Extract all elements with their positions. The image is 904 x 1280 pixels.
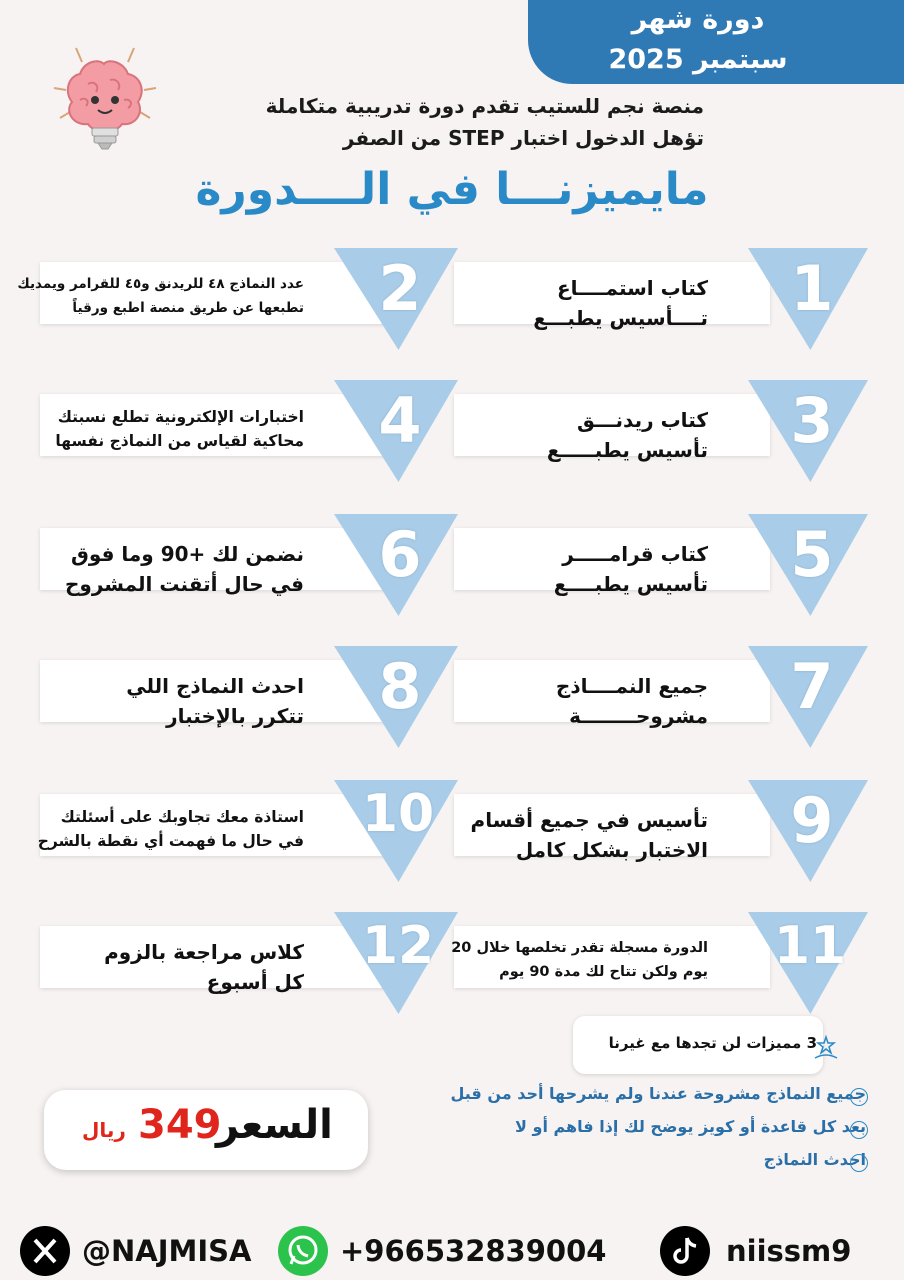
check-icon [850, 1121, 868, 1139]
header-tab [528, 0, 904, 84]
extras-title-box [573, 1016, 823, 1074]
feature-number: 1 [790, 252, 834, 325]
feature-number: 10 [361, 784, 435, 844]
feature-card [40, 380, 458, 472]
feature-line2: كل أسبوع [206, 970, 304, 994]
extras-item-2: بعد كل قاعدة أو كويز يوضح لك إذا فاهم أو لا [515, 1117, 866, 1136]
feature-line2: تــــأسيس يطبـــع [533, 306, 708, 330]
feature-line1: جميع النمــــاذج [555, 674, 708, 698]
extras-item-3: احدث النماذج [763, 1150, 866, 1169]
feature-card [454, 380, 868, 472]
extras-title: 3 مميزات لن تجدها مع غيرنا [608, 1034, 817, 1052]
feature-line1: كلاس مراجعة بالزوم [104, 940, 304, 964]
feature-number: 6 [378, 518, 422, 591]
x-logo-icon [20, 1226, 70, 1276]
header-line2: سبتمبر 2025 [608, 44, 788, 75]
price-currency: ريال [82, 1118, 126, 1142]
x-handle: @NAJMISA [82, 1234, 252, 1268]
main-title: مايميزنـــا في الــــدورة [195, 164, 709, 215]
feature-card [451, 912, 868, 1004]
feature-number: 9 [790, 784, 834, 857]
feature-number: 8 [378, 650, 422, 723]
feature-line2: تتكرر بالإختبار [166, 704, 304, 728]
feature-line2: في حال ما فهمت أي نقطة بالشرح [37, 832, 304, 850]
check-icon [850, 1154, 868, 1172]
whatsapp-number: +966532839004 [340, 1234, 607, 1268]
tiktok-icon [660, 1226, 710, 1276]
feature-line1: تأسيس في جميع أقسام [470, 808, 708, 832]
feature-number: 12 [361, 916, 435, 976]
feature-line1: الدورة مسجلة تقدر تخلصها خلال 20 [451, 940, 708, 956]
tiktok-handle: niissm9 [726, 1234, 852, 1268]
feature-card [40, 912, 458, 1004]
header-line1: دورة شهر [631, 4, 765, 35]
check-icon [850, 1088, 868, 1106]
feature-card [40, 514, 458, 606]
feature-number: 7 [790, 650, 834, 723]
feature-line2: تأسيس يطبــــع [553, 572, 708, 596]
feature-number: 4 [378, 384, 422, 457]
feature-line2: يوم ولكن تتاح لك مدة 90 يوم [499, 964, 708, 980]
feature-number: 2 [378, 252, 422, 325]
feature-line2: تأسيس يطبـــــع [546, 438, 708, 462]
feature-line2: الاختبار بشكل كامل [515, 838, 708, 862]
price-box [44, 1090, 368, 1170]
feature-number: 5 [790, 518, 834, 591]
feature-number: 11 [773, 916, 847, 976]
feature-card [454, 646, 868, 738]
whatsapp-icon [278, 1226, 328, 1276]
feature-line1: احدث النماذج اللي [126, 674, 304, 698]
feature-card [454, 248, 868, 340]
feature-line2: تطبعها عن طريق منصة اطبع ورقياً [72, 300, 304, 316]
feature-card [40, 646, 458, 738]
feature-card [454, 514, 868, 606]
feature-line1: نضمن لك +90 وما فوق [70, 542, 304, 566]
feature-card [37, 780, 458, 872]
feature-card [454, 780, 868, 872]
price-amount: 349 [138, 1102, 222, 1148]
feature-line2: في حال أتقنت المشروح [64, 572, 304, 596]
extras-item-1: جميع النماذج مشروحة عندنا ولم يشرحها أحد من قبل [450, 1084, 866, 1103]
feature-line1: كتاب استمــــاع [557, 276, 708, 300]
intro-line2: تؤهل الدخول اختبار STEP من الصفر [342, 126, 704, 150]
feature-line2: محاكية لقياس من النماذج نفسها [55, 432, 304, 450]
price-label: السعر [216, 1102, 333, 1148]
feature-line1: كتاب قرامـــــر [562, 542, 708, 566]
intro-line1: منصة نجم للستيب تقدم دورة تدريبية متكاملة [265, 94, 704, 118]
feature-line1: استاذة معك تجاوبك على أسئلتك [60, 808, 304, 826]
feature-line2: مشروحــــــــة [569, 704, 708, 728]
feature-card [17, 248, 458, 340]
feature-line1: كتاب ريدنـــق [577, 408, 708, 432]
feature-line1: عدد النماذج ٤٨ للريدنق و٤٥ للقرامر ويمديك [17, 276, 304, 292]
feature-number: 3 [790, 384, 834, 457]
feature-line1: اختبارات الإلكترونية تطلع نسبتك [57, 408, 304, 426]
